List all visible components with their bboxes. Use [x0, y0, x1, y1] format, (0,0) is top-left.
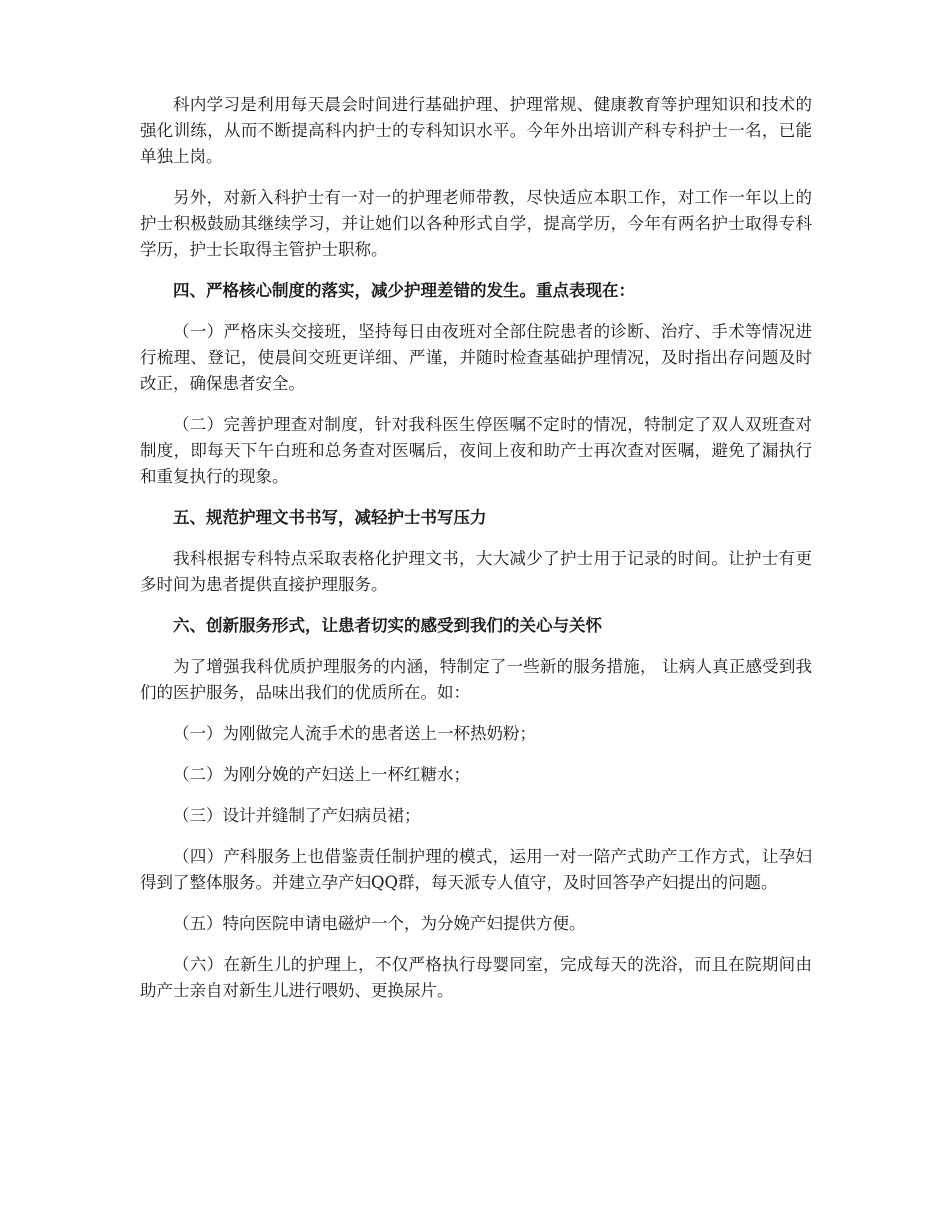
section-heading-5: 五、规范护理文书书写，减轻护士书写压力 — [173, 508, 487, 527]
list-item-2: （二）为刚分娩的产妇送上一杯红糖水； — [173, 765, 470, 784]
paragraph-documents: 我科根据专科特点采取表格化护理文书，大大减少了护士用于记录的时间。让护士有更多时间为患者提供直接护理服务。 — [140, 549, 812, 594]
document-page — [140, 92, 812, 1019]
list-item-5: （五）特向医院申请电磁炉一个，为分娩产妇提供方便。 — [173, 914, 586, 933]
paragraph-study: 科内学习是利用每天晨会时间进行基础护理、护理常规、健康教育等护理知识和技术的强化训练，从而不断提高科内护士的专科知识水平。今年外出培训产科专科护士一名，已能单独上岗。 — [140, 95, 812, 166]
list-item-1: （一）为刚做完人流手术的患者送上一杯热奶粉； — [173, 724, 536, 743]
list-item-3: （三）设计并缝制了产妇病员裙； — [173, 806, 421, 825]
paragraph-service-intro: 为了增强我科优质护理服务的内涵，特制定了一些新的服务措施， 让病人真正感受到我们的医护服务，品味出我们的优质所在。如： — [140, 657, 812, 702]
section-heading-6: 六、创新服务形式，让患者切实的感受到我们的关心与关怀 — [173, 616, 602, 635]
section-heading-4: 四、严格核心制度的落实，减少护理差错的发生。重点表现在： — [173, 281, 635, 300]
paragraph-shift-handover: （一）严格床头交接班，坚持每日由夜班对全部住院患者的诊断、治疗、手术等情况进行梳理、登记，使晨间交班更详细、严谨，并随时检查基础护理情况，及时指出存问题及时改正，确保患者安全。 — [140, 322, 812, 393]
paragraph-mentoring: 另外，对新入科护士有一对一的护理老师带教，尽快适应本职工作，对工作一年以上的护士积极鼓励其继续学习，并让她们以各种形式自学，提高学历，今年有两名护士取得专科学历，护士长取得主管护士职称。 — [140, 188, 812, 259]
list-item-4: （四）产科服务上也借鉴责任制护理的模式，运用一对一陪产式助产工作方式，让孕妇得到了整体服务。并建立孕产妇QQ群，每天派专人值守，及时回答孕产妇提出的问题。 — [140, 847, 812, 892]
list-item-6: （六）在新生儿的护理上，不仅严格执行母婴同室，完成每天的洗浴，而且在院期间由助产士亲自对新生儿进行喂奶、更换尿片。 — [140, 955, 812, 1000]
paragraph-order-check: （二）完善护理查对制度，针对我科医生停医嘱不定时的情况，特制定了双人双班查对制度，即每天下午白班和总务查对医嘱后，夜间上夜和助产士再次查对医嘱，避免了漏执行和重复执行的现象。 — [140, 415, 812, 486]
